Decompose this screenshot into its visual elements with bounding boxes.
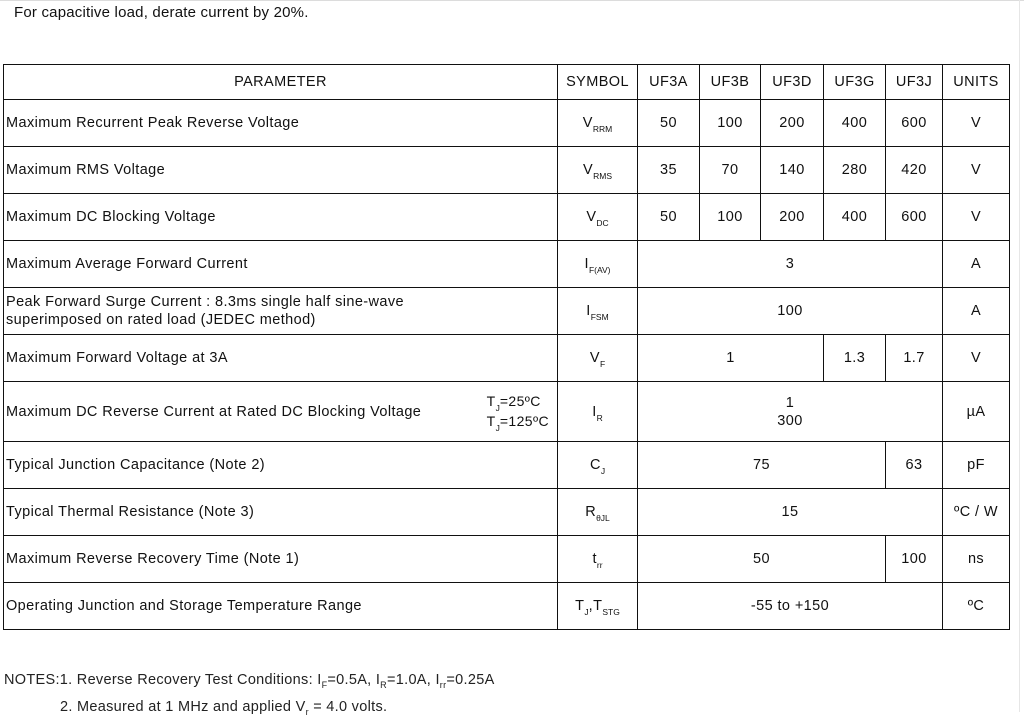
cond-value: =25ºC	[499, 392, 541, 409]
note-text: NOTES:1. Reverse Recovery Test Conditions: I	[4, 672, 322, 688]
param-cell: Maximum Recurrent Peak Reverse Voltage	[4, 100, 558, 147]
unit-cell: ºC / W	[943, 489, 1010, 536]
cond-subscript: J	[495, 402, 500, 413]
top-rule	[0, 0, 1024, 1]
value-cell: 600	[886, 194, 943, 241]
value-cell: 100	[886, 536, 943, 583]
symbol-subscript: STG	[602, 607, 620, 617]
value-cell: 50	[638, 194, 700, 241]
value-cell: 35	[638, 147, 700, 194]
param-cell: Maximum Reverse Recovery Time (Note 1)	[4, 536, 558, 583]
cond-value: =125ºC	[499, 412, 549, 429]
symbol-letter: V	[582, 115, 593, 131]
note-subscript: r	[305, 706, 309, 717]
value-cell: 1.3	[824, 335, 886, 382]
table-row	[4, 288, 1010, 335]
value-cell: 200	[761, 100, 824, 147]
symbol-subscript: RMS	[593, 171, 612, 181]
symbol-subscript: RRM	[592, 124, 613, 134]
symbol-subscript: R	[596, 412, 603, 423]
symbol-subscript: F	[599, 359, 606, 369]
value-cell-merged: -55 to +150	[638, 583, 943, 630]
header-part-uf3d: UF3D	[761, 65, 824, 100]
table-row	[4, 194, 1010, 241]
value-cell-merged: 3	[638, 241, 943, 288]
unit-cell: V	[943, 100, 1010, 147]
note-text: =1.0A, I	[386, 672, 440, 688]
symbol-cell	[558, 489, 638, 536]
temperature-conditions	[487, 392, 549, 432]
value-cell-merged: 15	[638, 489, 943, 536]
note-subscript: F	[321, 679, 328, 690]
unit-cell: pF	[943, 442, 1010, 489]
symbol-letter: V	[583, 162, 594, 178]
unit-cell: V	[943, 194, 1010, 241]
cond-letter: T	[486, 392, 496, 409]
symbol-cell	[558, 241, 638, 288]
table-row	[4, 335, 1010, 382]
value-cell: 140	[761, 147, 824, 194]
param-cell	[4, 288, 558, 335]
unit-cell: µA	[943, 382, 1010, 442]
value-cell-merged: 1	[638, 335, 824, 382]
symbol-cell	[558, 288, 638, 335]
value-cell: 420	[886, 147, 943, 194]
symbol-letter: T	[593, 598, 603, 614]
note-1	[4, 669, 495, 696]
table-row	[4, 382, 1010, 442]
symbol-cell	[558, 147, 638, 194]
header-part-uf3j: UF3J	[886, 65, 943, 100]
symbol-subscript: DC	[596, 218, 609, 228]
ratings-table	[3, 64, 1010, 630]
symbol-letter: I	[586, 303, 591, 319]
value-25c: 1	[785, 394, 795, 411]
note-2	[4, 696, 495, 723]
value-cell: 200	[761, 194, 824, 241]
symbol-letter: I	[592, 403, 597, 420]
symbol-cell	[558, 583, 638, 630]
note-text: = 4.0 volts.	[308, 698, 388, 715]
symbol-letter: V	[586, 209, 597, 225]
note-subscript: R	[380, 679, 387, 690]
cond-letter: T	[486, 412, 496, 429]
param-cell: Maximum DC Blocking Voltage	[4, 194, 558, 241]
symbol-separator: ,	[588, 598, 594, 614]
table-row	[4, 147, 1010, 194]
param-line-2: superimposed on rated load (JEDEC method)	[6, 312, 316, 328]
value-cell-merged: 100	[638, 288, 943, 335]
param-cell: Operating Junction and Storage Temperature Range	[4, 583, 558, 630]
header-units: UNITS	[943, 65, 1010, 100]
value-cell-merged: 75	[638, 442, 886, 489]
value-cell: 1.7	[886, 335, 943, 382]
value-cell: 63	[886, 442, 943, 489]
value-cell: 50	[638, 100, 700, 147]
value-cell: 400	[824, 100, 886, 147]
value-cell: 400	[824, 194, 886, 241]
param-cell: Maximum Average Forward Current	[4, 241, 558, 288]
table-row	[4, 100, 1010, 147]
param-text: Maximum DC Reverse Current at Rated DC Blocking Voltage	[6, 403, 422, 420]
unit-cell: A	[943, 288, 1010, 335]
table-row	[4, 241, 1010, 288]
param-line-1: Peak Forward Surge Current : 8.3ms single half sine-wave	[6, 294, 404, 310]
symbol-cell	[558, 100, 638, 147]
symbol-letter: T	[575, 598, 585, 614]
symbol-cell	[558, 382, 638, 442]
symbol-letter: t	[592, 551, 597, 567]
value-cell: 100	[700, 194, 761, 241]
unit-cell: A	[943, 241, 1010, 288]
value-cell-merged: 50	[638, 536, 886, 583]
value-cell: 280	[824, 147, 886, 194]
table-row	[4, 489, 1010, 536]
param-cell: Typical Thermal Resistance (Note 3)	[4, 489, 558, 536]
unit-cell: ns	[943, 536, 1010, 583]
symbol-subscript: θJL	[596, 513, 610, 523]
note-text: =0.25A	[446, 672, 495, 688]
value-125c: 300	[777, 412, 803, 429]
header-part-uf3b: UF3B	[700, 65, 761, 100]
note-text: =0.5A, I	[327, 672, 381, 688]
param-cell: Typical Junction Capacitance (Note 2)	[4, 442, 558, 489]
value-cell: 600	[886, 100, 943, 147]
capacitive-load-note: For capacitive load, derate current by 20%.	[14, 4, 309, 21]
notes-section	[4, 669, 495, 723]
note-subscript: rr	[439, 679, 447, 690]
header-part-uf3a: UF3A	[638, 65, 700, 100]
symbol-letter: I	[584, 256, 589, 272]
value-cell: 100	[700, 100, 761, 147]
table-row	[4, 536, 1010, 583]
value-cell-merged	[638, 382, 943, 442]
symbol-subscript: rr	[596, 560, 603, 570]
symbol-subscript: F(AV)	[588, 265, 611, 275]
symbol-cell	[558, 335, 638, 382]
symbol-letter: V	[589, 350, 600, 366]
cond-subscript: J	[495, 422, 500, 433]
value-cell: 70	[700, 147, 761, 194]
note-text: 2. Measured at 1 MHz and applied V	[60, 698, 306, 715]
header-parameter: PARAMETER	[4, 65, 558, 100]
symbol-subscript: J	[600, 466, 606, 476]
unit-cell: ºC	[943, 583, 1010, 630]
table-row	[4, 583, 1010, 630]
symbol-cell	[558, 194, 638, 241]
param-cell: Maximum Forward Voltage at 3A	[4, 335, 558, 382]
unit-cell: V	[943, 335, 1010, 382]
header-symbol: SYMBOL	[558, 65, 638, 100]
symbol-cell	[558, 442, 638, 489]
symbol-subscript: J	[584, 607, 589, 617]
header-part-uf3g: UF3G	[824, 65, 886, 100]
symbol-letter: C	[589, 457, 601, 473]
param-cell	[4, 382, 558, 442]
symbol-letter: R	[585, 504, 597, 520]
table-row	[4, 442, 1010, 489]
unit-cell: V	[943, 147, 1010, 194]
symbol-cell	[558, 536, 638, 583]
param-cell: Maximum RMS Voltage	[4, 147, 558, 194]
table-header-row	[4, 65, 1010, 100]
symbol-subscript: FSM	[590, 312, 609, 322]
right-rule	[1019, 0, 1020, 712]
